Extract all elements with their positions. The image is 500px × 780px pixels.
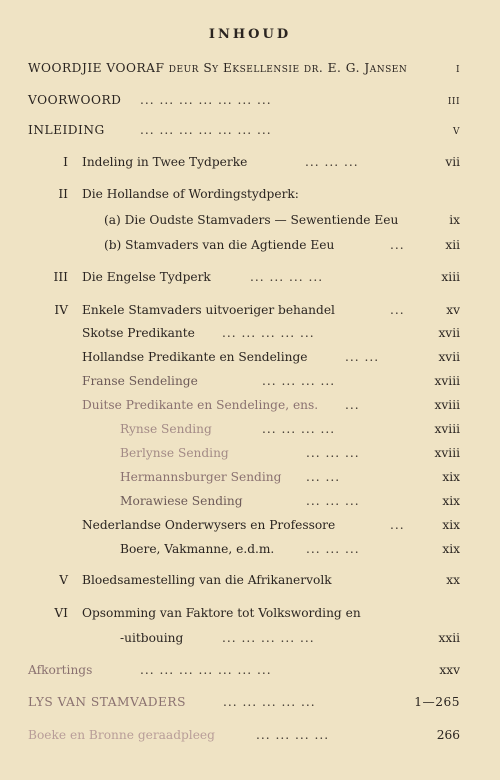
toc-entry-text: Rynse Sending [120,422,212,436]
toc-entry-text: Berlynse Sending [120,446,229,460]
toc-entry-chapter-4 [40,299,460,321]
toc-leader-dots: ... ... ... [306,494,360,508]
toc-entry-text: Franse Sendelinge [82,374,198,388]
toc-leader-dots: ... ... ... [306,542,360,556]
toc-leader-dots: ... ... ... ... [250,270,324,284]
toc-entry-text: VOORWOORD [28,93,122,107]
toc-entry-page: xxii [438,631,460,645]
toc-entry-page: xviii [434,446,460,460]
toc-entry-page: xix [442,518,460,532]
toc-entry-page: xix [442,470,460,484]
toc-leader-dots: ... ... ... ... ... ... ... [140,93,272,107]
toc-entry-text: Die Engelse Tydperk [82,270,211,284]
toc-chapter-number: III [53,270,68,284]
toc-entry-lys-van-stamvaders [28,691,460,713]
toc-entry-morawiese-sending [40,490,460,512]
toc-entry-page: xviii [434,398,460,412]
toc-chapter-number: IV [54,303,68,317]
toc-leader-dots: ... [390,238,405,252]
toc-entry-page: xvii [438,350,460,364]
toc-entry-boeke-en-bronne [28,724,460,746]
toc-entry-text: WOORDJIE VOORAF deur Sy Eksellensie dr. E. G. Jansen [28,61,408,75]
toc-entry-text: Bloedsamestelling van die Afrikanervolk [82,573,332,587]
toc-entry-text: Nederlandse Onderwysers en Professore [82,518,336,532]
toc-entry-text: (a) Die Oudste Stamvaders — Sewentiende Eeu [104,213,399,227]
toc-entry-uitbouing [40,627,460,649]
toc-leader-dots: ... ... [306,470,341,484]
toc-entry-berlynse-sending [40,442,460,464]
toc-entry-text: Indeling in Twee Tydperke [82,155,248,169]
toc-entry-hermannsburger-sending [40,466,460,488]
toc-entry-page: vii [445,155,460,169]
toc-entry-page: xv [446,303,460,317]
toc-entry-page: xiii [441,270,460,284]
toc-leader-dots: ... ... [345,350,380,364]
toc-leader-dots: ... ... ... [306,446,360,460]
toc-entry-hollandse-predikante [40,346,460,368]
toc-entry-page: xvii [438,326,460,340]
toc-entry-text: Afkortings [28,663,93,677]
toc-entry-text: Boere, Vakmanne, e.d.m. [120,542,275,556]
toc-leader-dots: ... [345,398,360,412]
toc-entry-chapter-2 [40,183,460,205]
toc-entry-text: Boeke en Bronne geraadpleeg [28,728,215,742]
toc-entry-afkortings [28,659,460,681]
toc-entry-page: v [453,123,460,137]
toc-entry-page: i [455,61,460,75]
toc-leader-dots: ... ... ... ... [262,422,336,436]
toc-entry-page: 1—265 [414,695,460,709]
toc-entry-nederlandse-onderwysers [40,514,460,536]
toc-entry-page: xxv [439,663,460,677]
toc-entry-rynse-sending [40,418,460,440]
toc-entry-page: xviii [434,374,460,388]
toc-entry-text: Enkele Stamvaders uitvoeriger behandel [82,303,335,317]
toc-chapter-number: V [59,573,68,587]
toc-leader-dots: ... ... ... ... ... [222,631,315,645]
toc-leader-dots: ... ... ... ... ... [222,326,315,340]
toc-entry-page: xviii [434,422,460,436]
toc-leader-dots: ... [390,303,405,317]
toc-entry-text: Opsomming van Faktore tot Volkswording en [82,606,361,620]
toc-entry-text: Die Hollandse of Wordingstydperk: [82,187,299,201]
toc-entry-text: LYS VAN STAMVADERS [28,695,186,709]
toc-entry-boere-vakmanne [40,538,460,560]
toc-entry-page: iii [447,93,460,107]
toc-entry-chapter-5 [40,569,460,591]
toc-entry-page: xx [446,573,460,587]
toc-entry-inleiding [28,119,460,141]
toc-entry-duitse-predikante [40,394,460,416]
toc-leader-dots: ... ... ... ... ... [223,695,316,709]
toc-entry-chapter-6 [40,602,460,624]
toc-entry-text: Skotse Predikante [82,326,195,340]
toc-chapter-number: VI [54,606,68,620]
page-title: INHOUD [208,27,292,42]
toc-leader-dots: ... ... ... ... ... ... ... [140,663,272,677]
toc-entry-agtiende-eeu [40,234,460,256]
toc-entry-voorwoord [28,89,460,111]
toc-entry-text: Hollandse Predikante en Sendelinge [82,350,308,364]
toc-entry-text: Morawiese Sending [120,494,243,508]
toc-entry-text: Duitse Predikante en Sendelinge, ens. [82,398,319,412]
toc-entry-skotse-predikante [40,322,460,344]
toc-leader-dots: ... ... ... [305,155,359,169]
toc-chapter-number: I [63,155,68,169]
toc-entry-page: xii [445,238,460,252]
toc-leader-dots: ... ... ... ... ... ... ... [140,123,272,137]
toc-entry-chapter-1 [40,151,460,173]
toc-entry-text: Hermannsburger Sending [120,470,282,484]
toc-entry-page: 266 [436,728,460,742]
toc-entry-text: (b) Stamvaders van die Agtiende Eeu [104,238,335,252]
toc-entry-chapter-3 [40,266,460,288]
toc-entry-page: xix [442,542,460,556]
toc-entry-franse-sendelinge [40,370,460,392]
toc-entry-text: -uitbouing [120,631,184,645]
toc-leader-dots: ... ... ... ... [256,728,330,742]
toc-entry-oudste-stamvaders [40,209,460,231]
toc-entry-page: xix [442,494,460,508]
toc-entry-woordjie-vooraf [28,57,460,79]
toc-entry-page: ix [449,213,460,227]
toc-chapter-number: II [58,187,68,201]
toc-leader-dots: ... [390,518,405,532]
toc-entry-text: INLEIDING [28,123,105,137]
toc-leader-dots: ... ... ... ... [262,374,336,388]
